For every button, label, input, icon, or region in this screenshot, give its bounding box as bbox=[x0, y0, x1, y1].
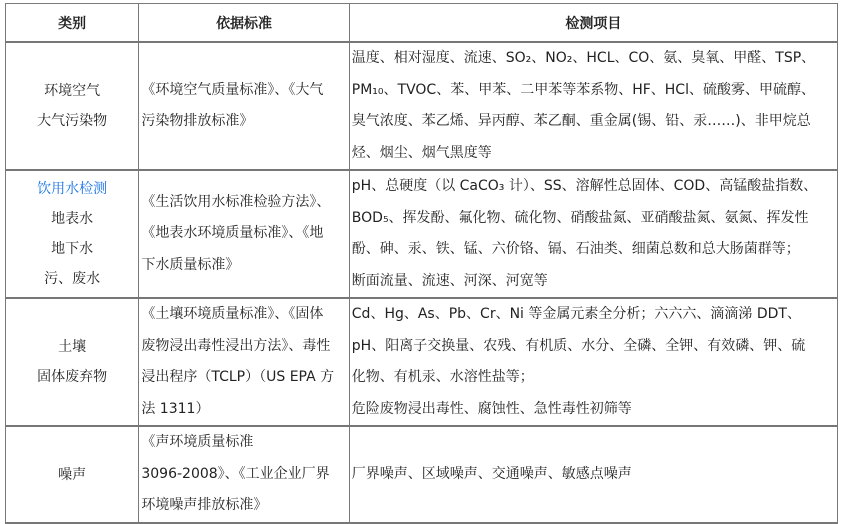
table-row bbox=[6, 170, 838, 298]
standard-cell bbox=[139, 170, 349, 298]
table-row bbox=[6, 42, 838, 170]
items-cell bbox=[349, 298, 837, 426]
items-cell bbox=[349, 170, 837, 298]
category-line: 噪声 bbox=[58, 466, 87, 483]
category-line: 地下水 bbox=[51, 241, 94, 257]
items-cell bbox=[349, 42, 837, 170]
header-items: 检测项目 bbox=[349, 4, 837, 43]
items-line: 臭气浓度、苯乙烯、异丙醇、苯乙酮、重金属(锡、铅、汞……)、非甲烷总 bbox=[351, 113, 811, 129]
standard-line: 《生活饮用水标准检验方法》、 bbox=[141, 193, 331, 210]
items-line: 酚、砷、汞、铁、锰、六价铬、镉、石油类、细菌总数和总大肠菌群等； bbox=[351, 241, 800, 257]
items-line: 危险废物浸出毒性、腐蚀性、急性毒性初筛等 bbox=[351, 400, 632, 417]
drinking-water-link[interactable]: 饮用水检测 bbox=[37, 181, 108, 197]
category-cell bbox=[6, 42, 139, 170]
category-line: 地表水 bbox=[51, 211, 94, 227]
items-line: 厂界噪声、区域噪声、交通噪声、敏感点噪声 bbox=[351, 465, 632, 482]
standard-line: 《土壤环境质量标准》、《固体 bbox=[141, 306, 324, 322]
standard-line: 3096-2008》、《工业企业厂界 bbox=[141, 465, 330, 482]
table-row bbox=[6, 298, 838, 426]
category-line: 大气污染物 bbox=[37, 113, 108, 129]
items-line: pH、总硬度（以 CaCO₃ 计）、SS、溶解性总固体、COD、高锰酸盐指数、 bbox=[351, 178, 818, 194]
standard-line: 下水质量标准》 bbox=[141, 256, 240, 273]
items-line: PM₁₀、TVOC、苯、甲苯、二甲苯等苯系物、HF、HCl、硫酸雾、甲硫醇、 bbox=[351, 81, 815, 98]
category-line: 固体废弃物 bbox=[37, 369, 108, 385]
standard-line: 浸出程序（TCLP）（US EPA 方 bbox=[141, 369, 335, 385]
category-cell bbox=[6, 298, 139, 426]
standard-line: 《地表水环境质量标准》、《地 bbox=[141, 225, 324, 242]
standard-cell bbox=[139, 426, 349, 523]
standard-cell bbox=[139, 298, 349, 426]
header-row bbox=[6, 4, 838, 43]
items-line: 断面流量、流速、河深、河宽等 bbox=[351, 272, 548, 289]
monitoring-table bbox=[5, 3, 838, 524]
items-cell bbox=[349, 426, 837, 523]
standard-line: 污染物排放标准》 bbox=[141, 113, 254, 129]
standard-cell bbox=[139, 42, 349, 170]
table-row bbox=[6, 426, 838, 523]
header-category: 类别 bbox=[6, 4, 139, 43]
category-cell bbox=[6, 170, 139, 298]
items-line: BOD₅、挥发酚、氟化物、硫化物、硝酸盐氮、亚硝酸盐氮、氨氮、挥发性 bbox=[351, 209, 809, 226]
category-line: 污、废水 bbox=[44, 271, 101, 287]
standard-line: 《环境空气质量标准》、《大气 bbox=[141, 81, 324, 98]
items-line: 温度、相对湿度、流速、SO₂、NO₂、HCL、CO、氨、臭氧、甲醛、TSP、 bbox=[351, 50, 816, 66]
items-line: Cd、Hg、As、Pb、Cr、Ni 等金属元素全分析；六六六、滴滴涕 DDT、 bbox=[351, 306, 801, 322]
category-line: 土壤 bbox=[58, 339, 87, 355]
standard-line: 《声环境质量标准 bbox=[141, 434, 254, 451]
items-line: 烃、烟尘、烟气黑度等 bbox=[351, 144, 492, 161]
category-line: 环境空气 bbox=[44, 83, 101, 99]
standard-line: 环境噪声排放标准》 bbox=[141, 497, 268, 514]
standard-line: 法 1311） bbox=[141, 400, 210, 417]
header-standard: 依据标准 bbox=[139, 4, 349, 43]
category-cell bbox=[6, 426, 139, 523]
standard-line: 废物浸出毒性浸出方法》、毒性 bbox=[141, 337, 331, 354]
items-line: 化物、有机汞、水溶性盐等； bbox=[351, 369, 534, 385]
items-line: pH、阳离子交换量、农残、有机质、水分、全磷、全钾、有效磷、钾、硫 bbox=[351, 337, 806, 354]
